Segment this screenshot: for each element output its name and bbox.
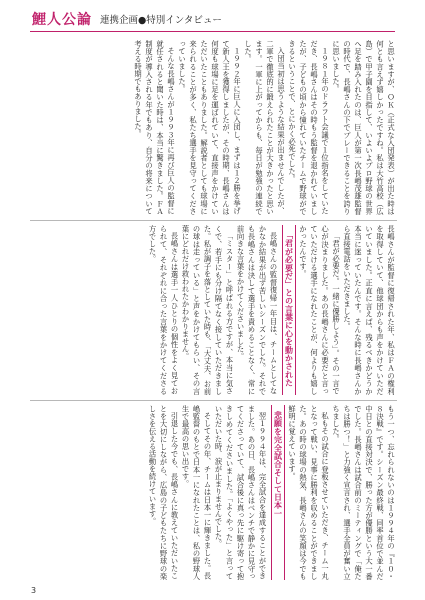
paragraph: 私もその試合に登板させていただき、チーム一丸となって戦い、見事に勝利を収めることができました。あの時の球場の熱気、長嶋さんの笑顔は今でも鮮明に覚えています。	[288, 405, 330, 580]
tier-divider	[30, 220, 397, 221]
section-subhead: 「君が必要だ」との言葉に心を動かされた	[282, 225, 297, 395]
paragraph: 引退した今でも、長嶋さんに教えていただいたことを大切にしながら、広島の子どもたちに野球の楽しさを伝える活動を続けています。	[148, 405, 180, 580]
page-header	[30, 10, 395, 32]
section-subhead: 悲願を完全試合そして日本一	[271, 405, 286, 580]
article-tier-top	[30, 40, 397, 215]
series-title: 鯉人公論	[32, 12, 92, 28]
tier-divider	[30, 400, 397, 401]
paragraph: 翌１９９４年は、完全試合を達成することができました。あの日、長嶋さんはベンチで静かに見守ってくださっていて、試合後に真っ先に駆け寄って抱きしめてくださいました。「よくやった」と言っていただいた時、涙が止まりませんでした。	[214, 405, 268, 580]
paragraph: 長嶋さんは選手一人ひとりの個性をよく見ておられて、それぞれに合った言葉をかけてくださる方でした。	[148, 225, 180, 395]
page-number: 3	[31, 586, 37, 595]
paragraph: そしてその年、チームは日本一に輝きました。長嶋監督のもとで日本一になれたことは、私の野球人生で最高の思い出です。	[181, 405, 213, 580]
paragraph: 入団当初は思うような結果が出ませんでしたが、二軍で徹底的に鍛えられたことが大きかったと思います。一軍に上がってからも、毎日が勉強の連続でした。	[244, 40, 286, 215]
paragraph: と思いますが、ＯＫ（正式な入団発表）が出た時は何とも言えず嬉しかったですね。私は大竹高校（広島）で甲子園を目指して、いよいよプロ野球の世界へ足を踏み入れたのは、巨人が第一次長嶋茂雄監督の時代で、長嶋さんの下でプレーできることを誇りに思いました。	[332, 40, 396, 215]
paragraph: 「君が必要だ。一緒に優勝しよう」。その一言で心が決まりました。あの長嶋さんに必要だと言っていただける選手になれたことが、何よりも嬉しかったんです。	[299, 225, 341, 395]
article-body	[30, 40, 397, 580]
series-subtitle: 連携企画●特別インタビュー	[100, 15, 222, 26]
paragraph: そんな長嶋さんが１９９３年に再び巨人の監督に就任されると聞いた時は、本当に驚きました。ＦＡ制度が導入される年でもあり、自分の将来について考える時期でもありました。	[134, 40, 176, 215]
paragraph: もう一つ、忘れられないのは１９９４年の『１０・８決戦』です。シーズン最終戦、同率首位で並んだ中日との直接対決で、勝った方が優勝という大一番でした。長嶋さんは試合前のミーティングで「俺たちは勝つ！」と力強く宣言され、選手全員が奮い立ちました。	[332, 405, 396, 580]
paragraph: １９８１年のドラフト会議で１位指名をしていただき、長嶋さんはその時もう監督を退かれていましたが、子どもの頃から憧れていたチームで野球ができるということで、とにかく必死でした。	[288, 40, 330, 215]
article-tier-middle	[30, 225, 397, 395]
paragraph: 長嶋さんの監督復帰一年目は、チームとしてなかなか結果が出ず苦しいシーズンでした。それでも長嶋さんは決して選手を責めることなく、常に前向きな言葉をかけてくださいました。	[236, 225, 279, 395]
paragraph: 「ミスター」と呼ばれる方ですが、本当に気さくで、若手にも分け隔てなく接していただきました。私が調子を落としていた時も、「大丈夫、お前の球は走っている」と声をかけてもらい、その言葉にどれだけ救われたかわかりません。	[181, 225, 235, 395]
paragraph: 長嶋さんが監督に復帰された年、私はＦＡの権利を取得していて、他球団からも声をかけていただいていました。正直に言えば、残るべきかどうか本当に迷っていたんです。そんな時に長嶋さんから直接電話をいただきました。	[343, 225, 396, 395]
paragraph: １９９２年に巨人に入団し、まずは１２勝を挙げて新人王を獲得しましたが、その時期、長嶋さんは何度も球場に足を運ばれていて、直接声をかけていただいたこともありました。解説者としても球場に来られることが多く、私たち選手を見守ってくださっていました。	[178, 40, 242, 215]
article-tier-bottom	[30, 405, 397, 580]
